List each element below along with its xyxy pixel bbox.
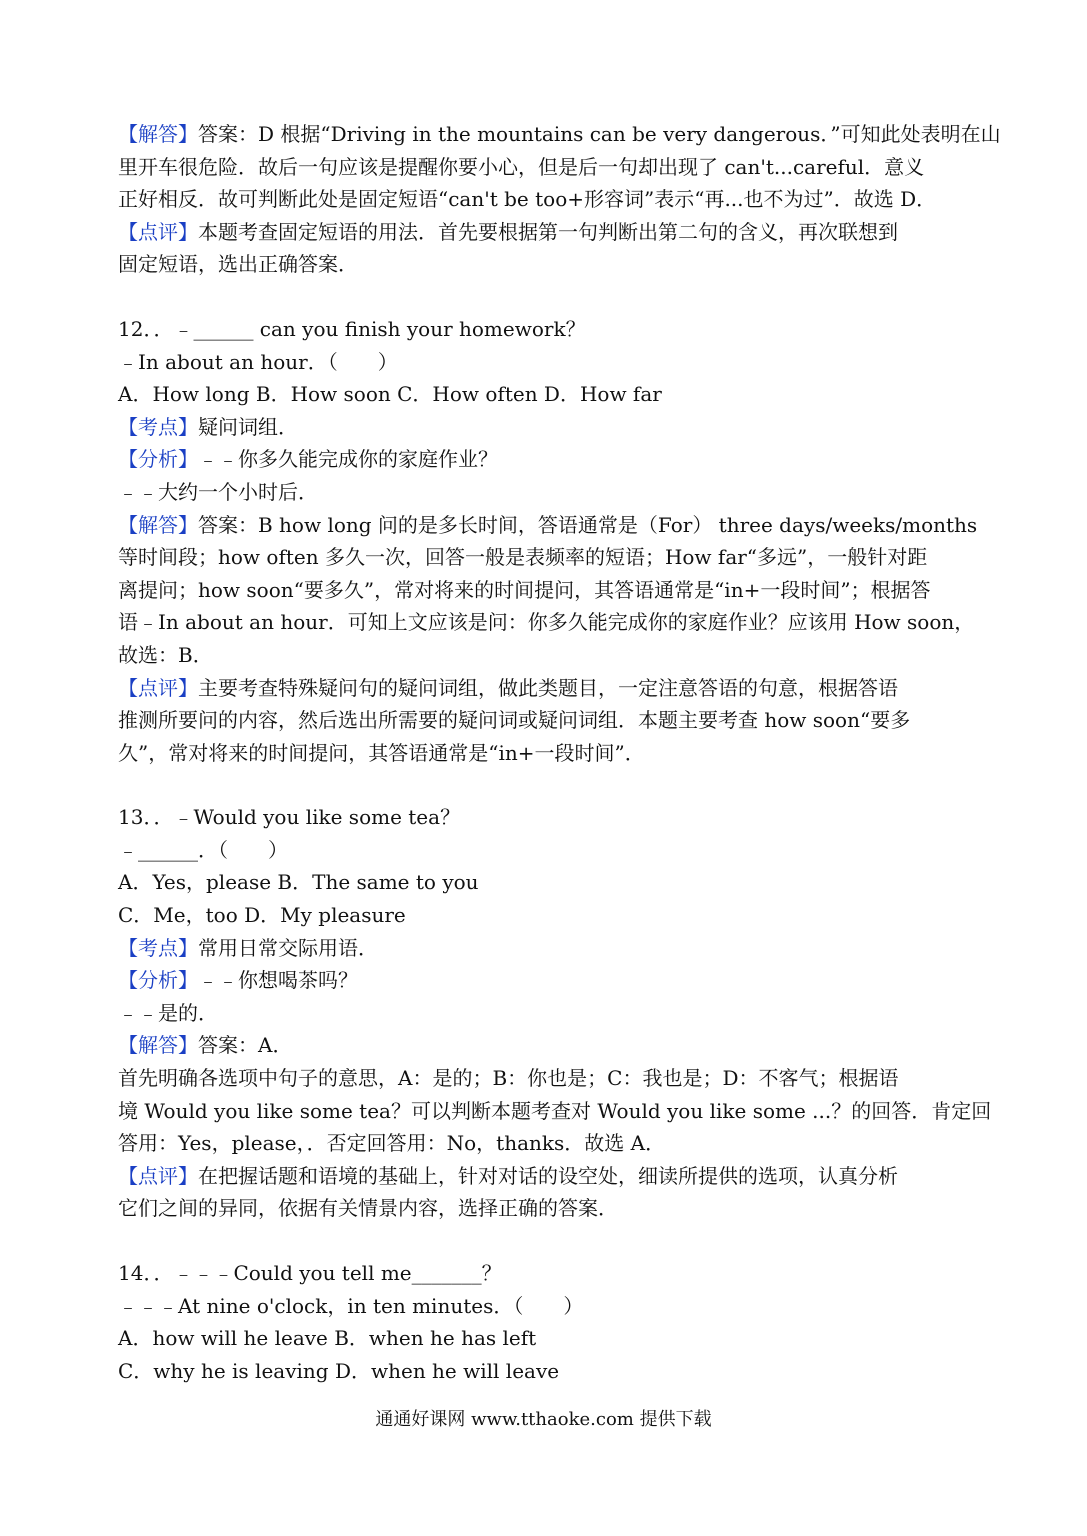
q11-jieda-line-1: 【解答】答案：D 根据“Driving in the mountains can be very dangerous．”可知此处表明在山 [118, 122, 1001, 146]
q12-jieda-line-2: 等时间段；how often 多久一次，回答一般是表频率的短语；How far“多远”，一般针对距 [118, 545, 928, 570]
jieda-tag: 【解答】 [118, 1033, 198, 1058]
q12-options: A．How long B．How soon C．How often D．How far [118, 382, 662, 407]
q13-jieda: 【解答】答案：A． [118, 1033, 293, 1058]
q13-reply: ﹣______．（ ） [118, 837, 288, 862]
document-page [118, 118, 1001, 1387]
q13-explain-line-1: 首先明确各选项中句子的意思，A：是的；B：你也是；C：我也是；D：不客气；根据语 [118, 1066, 899, 1091]
q11-jieda-line-3: 正好相反．故可判断此处是固定短语“can't be too+形容词”表示“再...也不为过”．故选 D． [118, 187, 937, 212]
q12-fenxi-2: ﹣﹣大约一个小时后． [118, 479, 318, 504]
q13-explain-line-3: 答用：Yes，please，．否定回答用：No，thanks．故选 A． [118, 1131, 666, 1156]
q13-stem: 13．．﹣Would you like some tea？ [118, 805, 461, 830]
q12-jieda-line-3: 离提问；how soon“要多久”，常对将来的时间提问，其答语通常是“in+一段时间”；根据答 [118, 577, 931, 602]
dianping-tag: 【点评】 [118, 675, 198, 700]
q13-dianping-line-1: 【点评】在把握话题和语境的基础上，针对对话的设空处，细读所提供的选项，认真分析 [118, 1163, 898, 1188]
jieda-tag: 【解答】 [118, 122, 198, 146]
spacer [118, 281, 973, 313]
q14-options-2: C．why he is leaving D．when he will leave [118, 1358, 560, 1383]
q11-dianping-line-1: 【点评】本题考查固定短语的用法．首先要根据第一句判断出第二句的含义，再次联想到 [118, 219, 898, 244]
q13-fenxi: 【分析】﹣﹣你想喝茶吗？ [118, 968, 358, 993]
q13-options-2: C．Me，too D．My pleasure [118, 903, 406, 928]
q13-fenxi-2: ﹣﹣是的． [118, 1000, 218, 1025]
dianping-tag: 【点评】 [118, 219, 198, 244]
q14-reply: ﹣﹣﹣At nine o'clock，in ten minutes．（ ） [118, 1293, 584, 1318]
kaodian-tag: 【考点】 [118, 935, 198, 960]
q13-dianping-line-2: 它们之间的异同，依据有关情景内容，选择正确的答案． [118, 1196, 618, 1221]
q12-stem: 12．．﹣______ can you finish your homework？ [118, 316, 586, 341]
q12-kaodian: 【考点】疑问词组． [118, 414, 298, 439]
fenxi-tag: 【分析】 [118, 447, 198, 472]
q12-dianping-line-1: 【点评】主要考查特殊疑问句的疑问词组，做此类题目，一定注意答语的句意，根据答语 [118, 675, 898, 700]
dianping-tag: 【点评】 [118, 1163, 198, 1188]
q12-reply: ﹣In about an hour．（ ） [118, 349, 398, 374]
q12-jieda-line-1: 【解答】答案：B how long 问的是多长时间，答语通常是（For） three days/weeks/months [118, 512, 978, 537]
fenxi-tag: 【分析】 [118, 968, 198, 993]
page-footer: 通通好课网 www.tthaoke.com 提供下载 [375, 1409, 712, 1430]
q13-options-1: A．Yes，please B．The same to you [118, 870, 479, 895]
q12-fenxi: 【分析】﹣﹣你多久能完成你的家庭作业？ [118, 447, 498, 472]
q13-kaodian: 【考点】常用日常交际用语． [118, 935, 378, 960]
q14-stem: 14．．﹣﹣﹣Could you tell me_______？ [118, 1261, 502, 1285]
kaodian-tag: 【考点】 [118, 414, 198, 439]
q11-dianping-line-2: 固定短语，选出正确答案． [118, 252, 358, 277]
q13-explain-line-2: 境 Would you like some tea？可以判断本题考查对 Would you like some ...？的回答．肯定回 [118, 1098, 992, 1123]
spacer [118, 1225, 973, 1257]
q12-jieda-line-5: 故选：B． [118, 642, 213, 667]
spacer [118, 769, 973, 801]
jieda-tag: 【解答】 [118, 512, 198, 537]
q12-dianping-line-3: 久”，常对将来的时间提问，其答语通常是“in+一段时间”． [118, 740, 645, 765]
q11-jieda-line-2: 里开车很危险．故后一句应该是提醒你要小心，但是后一句却出现了 can't...careful．意义 [118, 154, 925, 179]
q12-dianping-line-2: 推测所要问的内容，然后选出所需要的疑问词或疑问词组．本题主要考查 how soon“要多 [118, 708, 911, 733]
q14-options-1: A．how will he leave B．when he has left [118, 1326, 537, 1351]
q12-jieda-line-4: 语﹣In about an hour．可知上文应该是问：你多久能完成你的家庭作业？应该用 How soon， [118, 610, 975, 635]
